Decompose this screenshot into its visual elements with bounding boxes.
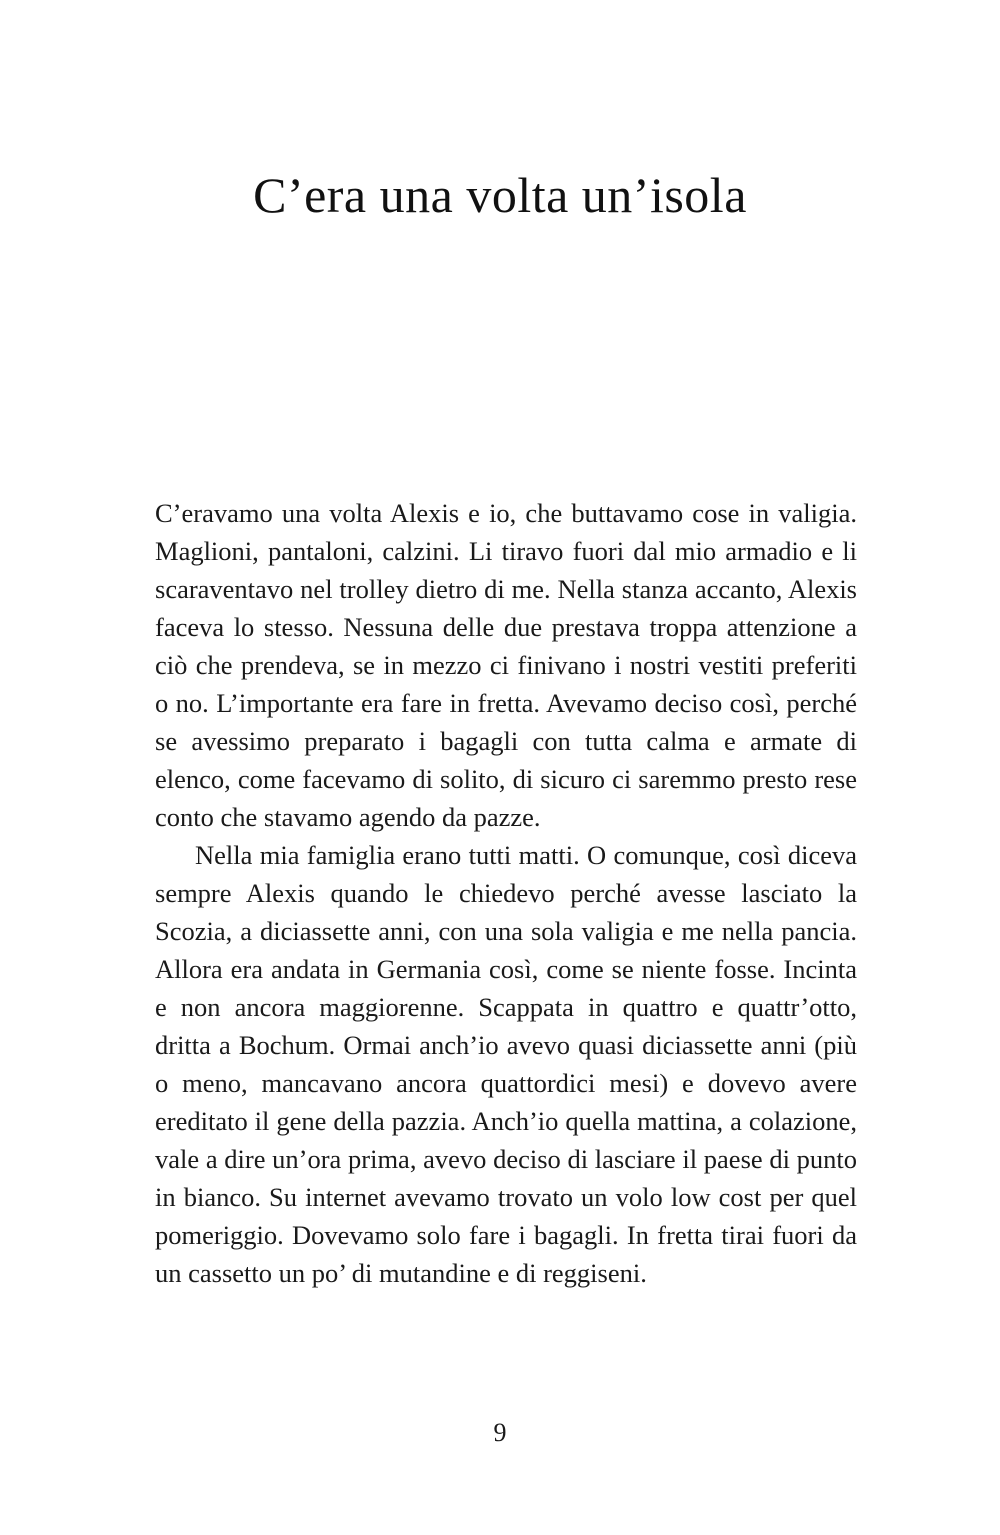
page-number: 9 <box>493 1418 507 1447</box>
paragraph-2: Nella mia famiglia erano tutti matti. O comunque, così diceva sempre Alexis quando le chiedevo perché avesse lasciato la Scozia, a diciassette anni, con una sola valigia e me nella pancia. Allora era andata in Germania così, come se niente fosse. Incinta e non ancora maggiorenne. Scappata in quattro e quattr’otto, dritta a Bochum. Ormai anch’io avevo quasi diciassette anni (più o meno, mancavano ancora quattordici mesi) e dovevo avere ereditato il gene della pazzia. Anch’io quella mattina, a colazione, vale a dire un’ora prima, avevo deciso di lasciare il paese di punto in bianco. Su internet avevamo trovato un volo low cost per quel pomeriggio. Dovevamo solo fare i bagagli. In fretta tirai fuori da un cassetto un po’ di mutandine e di reggiseni. <box>155 840 857 1288</box>
body-text <box>155 494 857 1292</box>
paragraph-1: C’eravamo una volta Alexis e io, che buttavamo cose in valigia. Maglioni, pantaloni, calzini. Li tiravo fuori dal mio armadio e li scaraventavo nel trolley dietro di me. Nella stanza accanto, Alexis faceva lo stesso. Nessuna delle due prestava troppa attenzione a ciò che prendeva, se in mezzo ci finivano i nostri vestiti preferiti o no. L’importante era fare in fretta. Avevamo deciso così, perché se avessimo preparato i bagagli con tutta calma e armate di elenco, come facevamo di solito, di sicuro ci saremmo presto rese conto che stavamo agendo da pazze. <box>155 498 857 832</box>
chapter-title: C’era una volta un’isola <box>253 167 747 223</box>
